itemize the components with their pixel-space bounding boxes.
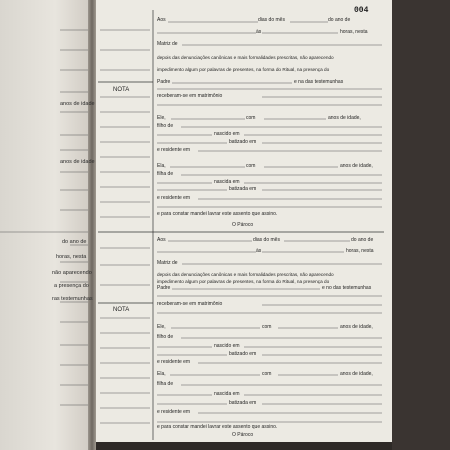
r2-do-ano-de: do ano de bbox=[351, 237, 374, 243]
r2-batizada-em: batizada em bbox=[229, 400, 257, 406]
r1-as: às bbox=[256, 29, 262, 35]
left-fragment-horas: horas, nesta bbox=[56, 254, 87, 260]
r2-constar: e para constar mandei lavrar este assento que assino. bbox=[157, 424, 278, 430]
r1-filho-de: filho de bbox=[157, 123, 174, 129]
r1-com-2: com bbox=[246, 163, 256, 169]
page-number: 004 bbox=[354, 6, 369, 15]
r2-batizado-em: batizado em bbox=[229, 351, 257, 357]
r1-testemunhas: e na das testemunhas bbox=[294, 79, 344, 85]
r2-dias-do-mes: dias do mês bbox=[253, 237, 280, 243]
r2-anos-1: anos de idade, bbox=[340, 324, 373, 330]
left-page-fragments bbox=[52, 101, 95, 302]
left-fragment-testemunhas: ras testemunhas bbox=[52, 296, 93, 302]
left-page-lines bbox=[0, 30, 88, 405]
nota-label-2: NOTA bbox=[113, 307, 130, 313]
r1-anos-2: anos de idade, bbox=[340, 163, 373, 169]
r2-filho-de: filho de bbox=[157, 334, 174, 340]
r2-residente-2: e residente em bbox=[157, 409, 191, 415]
r1-com-1: com bbox=[246, 115, 256, 121]
left-fragment-idade-1: anos de idade bbox=[60, 101, 95, 107]
r2-com-2: com bbox=[262, 371, 272, 377]
r1-matriz-de: Matriz de bbox=[157, 41, 178, 47]
r1-padre: Padre bbox=[157, 79, 171, 85]
left-fragment-presenca: a presença do bbox=[54, 283, 89, 289]
r1-dias-do-mes: dias do mês bbox=[258, 17, 285, 23]
r1-receberam: receberam-se em matrimônio bbox=[157, 93, 223, 99]
r2-aos: Aos bbox=[157, 237, 166, 243]
r2-testemunhas: e no das testemunhas bbox=[322, 285, 372, 291]
r1-impedimento: impedimento algum por palavras de presentes, na forma do Ritual, na presença do bbox=[157, 67, 330, 72]
r1-horas-nesta: horas, nesta bbox=[340, 29, 368, 35]
r1-anos-1: anos de idade, bbox=[328, 115, 361, 121]
left-fragment-idade-2: anos de idade bbox=[60, 159, 95, 165]
r1-do-ano-de: do ano de bbox=[328, 17, 351, 23]
r1-residente-2: e residente em bbox=[157, 195, 191, 201]
r2-padre: Padre bbox=[157, 285, 171, 291]
r1-ela: Ela, bbox=[157, 163, 166, 169]
r2-ele: Ele, bbox=[157, 324, 166, 330]
r1-residente-1: e residente em bbox=[157, 147, 191, 153]
r1-nascido-em: nascido em bbox=[214, 131, 240, 137]
r2-as: às bbox=[256, 248, 262, 254]
r2-residente-1: e residente em bbox=[157, 359, 191, 365]
r2-ela: Ela, bbox=[157, 371, 166, 377]
r2-receberam: receberam-se em matrimônio bbox=[157, 301, 223, 307]
r2-impedimento: impedimento algum por palavras de presentes, na forma do Ritual, na presença do bbox=[157, 279, 330, 284]
r2-filha-de: filha de bbox=[157, 381, 174, 387]
r1-aos: Aos bbox=[157, 17, 166, 23]
nota-label-1: NOTA bbox=[113, 87, 130, 93]
r2-depois: depois das denunciações canônicas e mais formalidades prescritas, não aparecendo bbox=[157, 272, 334, 277]
record-2 bbox=[157, 237, 382, 438]
record-1 bbox=[157, 17, 382, 228]
r1-constar: e para constar mandei lavrar este assento que assino. bbox=[157, 211, 278, 217]
r1-ele: Ele, bbox=[157, 115, 166, 121]
r1-filha-de: filha de bbox=[157, 171, 174, 177]
r2-paroco: O Pároco bbox=[232, 432, 254, 438]
r2-horas-nesta: horas, nesta bbox=[346, 248, 374, 254]
left-fragment-ano: do ano de bbox=[62, 239, 87, 245]
r1-batizada-em: batizada em bbox=[229, 186, 257, 192]
r1-depois: depois das denunciações canônicas e mais formalidades prescritas, não aparecendo bbox=[157, 55, 334, 60]
r1-nascida-em: nascida em bbox=[214, 179, 240, 185]
r2-matriz-de: Matriz de bbox=[157, 260, 178, 266]
r1-batizado-em: batizado em bbox=[229, 139, 257, 145]
left-fragment-aparecendo: não aparecendo bbox=[52, 270, 92, 276]
r1-paroco: O Pároco bbox=[232, 222, 254, 228]
r2-nascida-em: nascida em bbox=[214, 391, 240, 397]
r2-com-1: com bbox=[262, 324, 272, 330]
r2-anos-2: anos de idade, bbox=[340, 371, 373, 377]
r2-nascido-em: nascido em bbox=[214, 343, 240, 349]
